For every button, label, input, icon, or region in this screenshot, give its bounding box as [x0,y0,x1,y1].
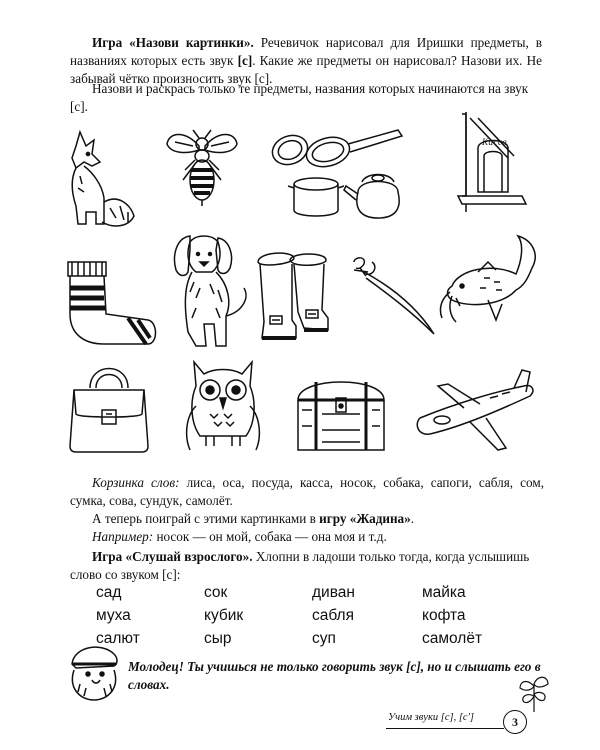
example-paragraph [70,528,544,546]
dishes-picture [270,128,410,224]
wasp-picture [165,128,239,208]
intro-text-1: Речевичок нарисовал для Иришки предметы, в названиях которых есть звук [70,35,542,68]
airplane-picture [414,368,538,452]
word-column-2 [204,581,243,650]
greedy-text: А теперь поиграй с этими картинками в [92,511,320,526]
cash-desk-picture [448,112,528,212]
listen-game-text: Хлопни в ладоши только тогда, когда услышишь слово со звуком [с]: [70,549,530,582]
word-item: кофта [422,607,466,624]
word-item: диван [312,584,355,601]
owl-picture [180,356,266,454]
game-title: Игра «Назови картинки». [92,35,254,50]
word-item: суп [312,630,336,647]
word-basket-list: лиса, оса, посуда, касса, носок, собака, сапоги, сабля, сом, сумка, сова, сундук, самолёт. [70,475,544,508]
word-item: салют [96,630,140,647]
catfish-picture [432,234,544,330]
sock-picture [64,258,160,350]
instruction-paragraph: Назови и раскрась только те предметы, названия которых начинаются на звук [с]. [70,81,529,114]
fox-picture [62,128,140,230]
word-basket-label: Корзинка слов: [92,475,180,490]
example-label: Например: [92,529,154,544]
page-number: 3 [503,710,527,734]
gnome-picture [62,640,124,702]
greedy-game-paragraph [70,510,544,528]
word-column-4 [422,581,482,650]
boots-picture [252,250,332,346]
footer-section-title: Учим звуки [с], [с'] [388,712,474,723]
word-item: сыр [204,630,232,647]
greedy-end: . [410,511,415,526]
handbag-picture [66,358,152,454]
dog-picture [170,232,254,352]
word-item: сок [204,584,228,601]
cash-desk-label: Касса [482,137,508,147]
intro-sound: [с] [237,53,253,68]
leaf-decoration [516,674,552,714]
word-item: сад [96,584,122,601]
footer-line [386,728,504,729]
sabre-picture [350,256,438,336]
word-item: кубик [204,607,244,624]
example-text: носок — он мой, собака — она моя и т.д. [153,529,387,544]
greedy-game-name: игру «Жадина» [319,511,411,526]
word-item: майка [422,584,466,601]
word-column-3 [312,581,355,650]
word-item: самолёт [422,630,483,647]
praise-text: Молодец! Ты учишься не только говорить звук [с], но и слышать его в словах. [128,659,541,692]
word-item: сабля [312,607,354,624]
word-basket [70,474,544,510]
listen-game-title: Игра «Слушай взрослого». [92,549,253,564]
intro-text-2: . Какие же предметы он нарисовал? Назови их. Не забывай чётко произносить звук [с]. [70,53,542,86]
chest-picture [292,370,390,452]
word-item: муха [96,607,131,624]
listen-game-paragraph [70,548,544,584]
